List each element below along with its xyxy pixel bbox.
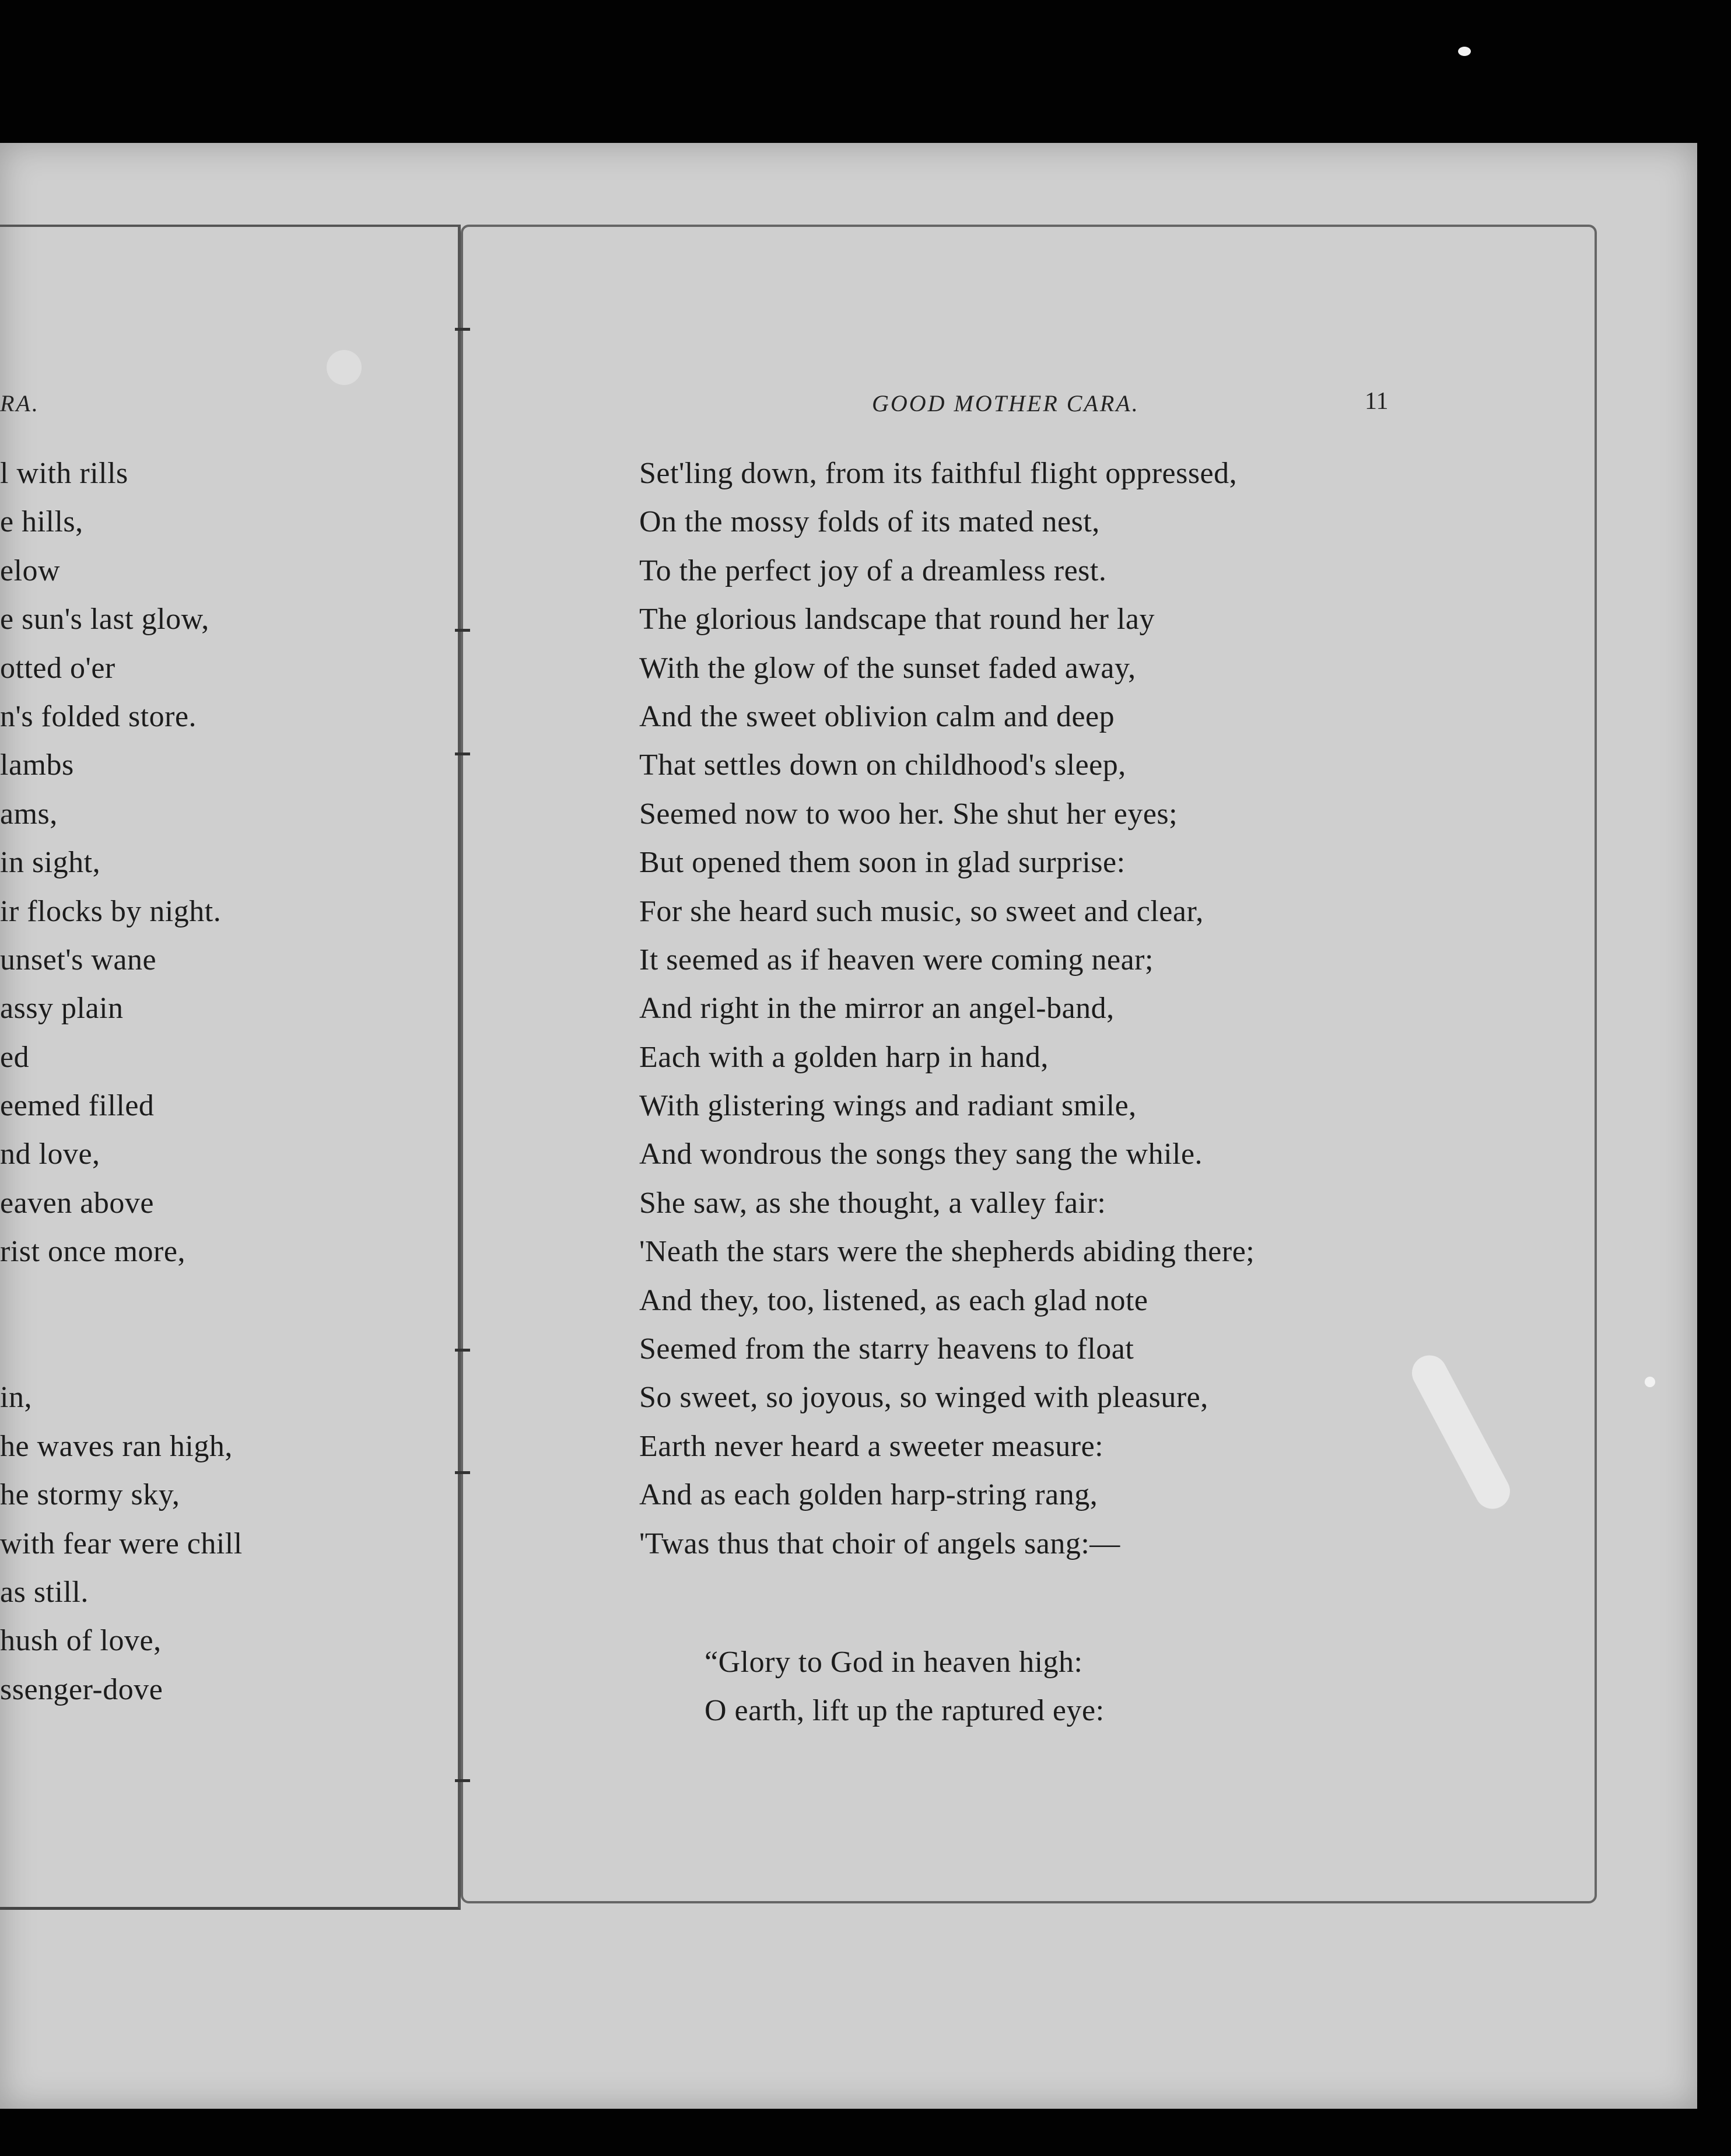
poem-line: And they, too, listened, as each glad note <box>639 1283 1148 1317</box>
poem-line: And wondrous the songs they sang the while. <box>639 1138 1203 1171</box>
poem-line: And right in the mirror an angel-band, <box>639 992 1115 1026</box>
facing-line: rist once more, <box>0 1235 185 1269</box>
facing-line: ams, <box>0 797 58 831</box>
running-head: GOOD MOTHER CARA. <box>872 390 1140 416</box>
poem-line: 'Twas thus that choir of angels sang:— <box>639 1527 1120 1560</box>
facing-line: l with rills <box>0 457 128 490</box>
facing-line: eaven above <box>0 1186 154 1220</box>
facing-line: assy plain <box>0 992 124 1026</box>
scan-speck <box>327 350 362 385</box>
facing-line: in, <box>0 1381 32 1415</box>
poem-line: Earth never heard a sweeter measure: <box>639 1429 1104 1463</box>
facing-page-text <box>0 449 455 1714</box>
gutter-mark <box>455 1779 470 1782</box>
facing-line: ed <box>0 1040 30 1074</box>
facing-line: unset's wane <box>0 943 157 977</box>
facing-line <box>0 1276 455 1325</box>
facing-line: as still. <box>0 1575 89 1609</box>
poem-line: The glorious landscape that round her lay <box>639 603 1155 636</box>
hymn-line: “Glory to God in heaven high: <box>705 1645 1083 1679</box>
facing-line: nd love, <box>0 1138 100 1171</box>
stanza-break <box>639 1568 1397 1638</box>
poem-line: To the perfect joy of a dreamless rest. <box>639 554 1107 587</box>
poem-line: On the mossy folds of its mated nest, <box>639 505 1100 539</box>
poem-line: And the sweet oblivion calm and deep <box>639 699 1115 733</box>
facing-line: he stormy sky, <box>0 1478 180 1512</box>
scan-speck <box>1458 47 1471 56</box>
poem-line: For she heard such music, so sweet and clear, <box>639 894 1204 928</box>
facing-line: elow <box>0 554 61 587</box>
facing-line: otted o'er <box>0 651 115 685</box>
poem-line: With the glow of the sunset faded away, <box>639 651 1136 685</box>
poem-line: Each with a golden harp in hand, <box>639 1040 1049 1074</box>
facing-line: hush of love, <box>0 1624 162 1658</box>
gutter-mark <box>455 752 470 755</box>
poem-line: Seemed from the starry heavens to float <box>639 1332 1134 1366</box>
poem-line: With glistering wings and radiant smile, <box>639 1089 1137 1123</box>
poem-line: And as each golden harp-string rang, <box>639 1478 1098 1512</box>
facing-line: eemed filled <box>0 1089 155 1123</box>
page-number: 11 <box>1365 388 1389 415</box>
gutter-mark <box>455 328 470 331</box>
poem-line: 'Neath the stars were the shepherds abiding there; <box>639 1235 1255 1269</box>
hymn-line: O earth, lift up the raptured eye: <box>705 1694 1105 1728</box>
facing-running-head: RA. <box>0 390 40 416</box>
facing-line: he waves ran high, <box>0 1429 233 1463</box>
gutter-mark <box>455 1471 470 1474</box>
facing-line: ssenger-dove <box>0 1672 163 1706</box>
facing-line: ir flocks by night. <box>0 894 222 928</box>
poem-line: That settles down on childhood's sleep, <box>639 748 1126 782</box>
poem-line: Set'ling down, from its faithful flight oppressed, <box>639 457 1238 490</box>
facing-line <box>0 1325 455 1373</box>
facing-line: e sun's last glow, <box>0 603 209 636</box>
poem-text <box>639 449 1397 1735</box>
facing-line: with fear were chill <box>0 1527 243 1560</box>
facing-line: lambs <box>0 748 74 782</box>
poem-line: Seemed now to woo her. She shut her eyes; <box>639 797 1178 831</box>
gutter-mark <box>455 629 470 632</box>
poem-line: It seemed as if heaven were coming near; <box>639 943 1154 977</box>
poem-line: She saw, as she thought, a valley fair: <box>639 1186 1106 1220</box>
facing-line: n's folded store. <box>0 699 197 733</box>
gutter-mark <box>455 1349 470 1352</box>
facing-line: e hills, <box>0 505 83 539</box>
poem-line: So sweet, so joyous, so winged with pleasure, <box>639 1381 1208 1415</box>
facing-line: in sight, <box>0 846 101 880</box>
scan-speck <box>1645 1377 1655 1387</box>
poem-line: But opened them soon in glad surprise: <box>639 846 1126 880</box>
